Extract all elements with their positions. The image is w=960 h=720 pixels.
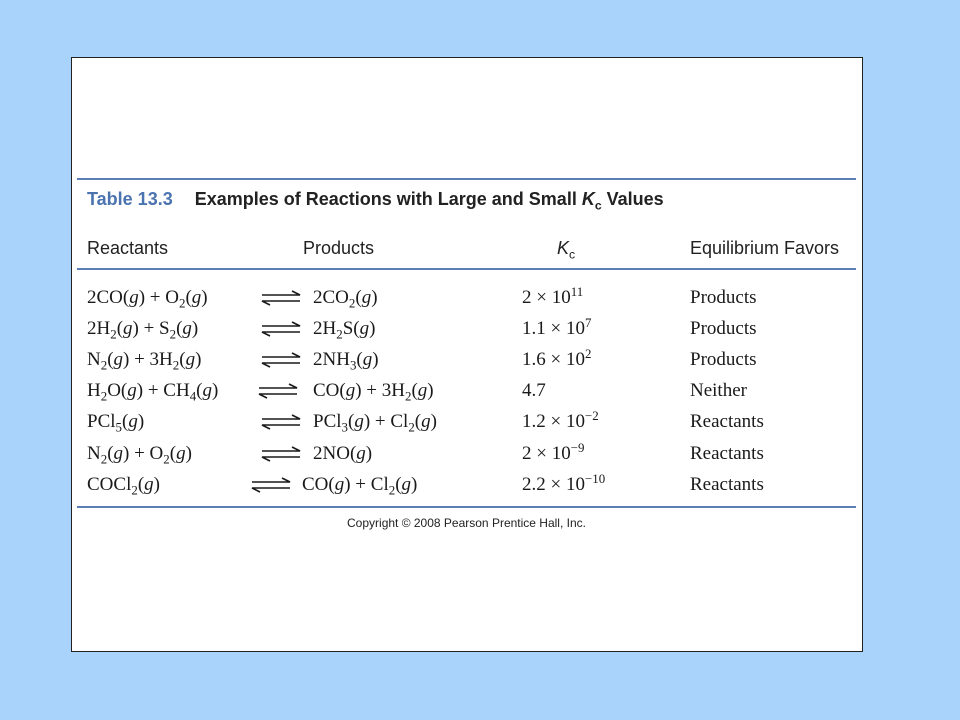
favors-cell: Products xyxy=(690,349,757,370)
kc-cell: $2.2 \times 10^{-10}$ xyxy=(522,470,606,495)
equilibrium-arrows-icon xyxy=(258,414,304,430)
table-title-k-sub: c xyxy=(594,198,602,213)
favors-cell: Reactants xyxy=(690,474,764,495)
favors-cell: Reactants xyxy=(690,411,764,432)
header-k: K xyxy=(557,238,570,258)
reactants-cell: $2CO(g) + O_2(g)$ xyxy=(87,287,208,311)
products-cell: $2CO_2(g)$ xyxy=(313,287,378,311)
table-row xyxy=(0,284,960,312)
favors-cell: Products xyxy=(690,287,757,308)
header-k-sub: c xyxy=(569,247,576,262)
table-row xyxy=(0,471,960,499)
copyright-text: Copyright © 2008 Pearson Prentice Hall, Inc. xyxy=(347,516,586,530)
equilibrium-arrows-icon xyxy=(255,383,301,399)
products-cell: $2NH_3(g)$ xyxy=(313,349,379,373)
table-row xyxy=(0,440,960,468)
bottom-rule xyxy=(77,506,856,508)
table-row xyxy=(0,315,960,343)
kc-cell: 4.7 xyxy=(522,380,546,401)
header-products: Products xyxy=(303,238,375,258)
top-rule xyxy=(77,178,856,180)
equilibrium-arrows-icon xyxy=(258,321,304,337)
products-cell: $PCl_3(g) + Cl_2(g)$ xyxy=(313,411,437,435)
kc-cell: $1.2 \times 10^{-2}$ xyxy=(522,407,599,432)
equilibrium-arrows-icon xyxy=(258,352,304,368)
favors-cell: Reactants xyxy=(690,443,764,464)
equilibrium-arrows-icon xyxy=(248,477,294,493)
kc-cell: $2 \times 10^{-9}$ xyxy=(522,439,585,464)
table-number: Table 13.3 xyxy=(87,189,173,209)
equilibrium-arrows-icon xyxy=(258,446,304,462)
table-row xyxy=(0,346,960,374)
reactants-cell: $N_2(g) + 3H_2(g)$ xyxy=(87,349,202,373)
reactants-cell: PCl$_5$(g) xyxy=(87,411,145,435)
header-favors: Equilibrium Favors xyxy=(690,238,840,258)
products-cell: $CO(g) + Cl_2(g)$ xyxy=(302,474,418,498)
equilibrium-arrows-icon xyxy=(258,290,304,306)
table-row xyxy=(0,377,960,405)
header-reactants: Reactants xyxy=(87,238,169,258)
kc-cell: $1.1 \times 10^7$ xyxy=(522,314,592,339)
favors-cell: Neither xyxy=(690,380,747,401)
products-cell: $2H_2S(g)$ xyxy=(313,318,376,342)
products-cell: $CO(g) + 3H_2(g)$ xyxy=(313,380,434,404)
header-kc xyxy=(557,238,576,262)
reactants-cell: COCl$_2$(g) xyxy=(87,474,160,498)
favors-cell: Products xyxy=(690,318,757,339)
table-title-text: Examples of Reactions with Large and Small xyxy=(194,189,582,209)
reactants-cell: $H_2O(g) + CH_4(g)$ xyxy=(87,380,219,404)
products-cell: 2NO(g) xyxy=(313,443,373,464)
header-rule xyxy=(77,268,856,270)
kc-cell: $1.6 \times 10^2$ xyxy=(522,345,592,370)
reactants-cell: $N_2(g) + O_2(g)$ xyxy=(87,443,192,467)
reactants-cell: $2H_2(g) + S_2(g)$ xyxy=(87,318,199,342)
kc-cell: $2 \times 10^{11}$ xyxy=(522,283,584,308)
table-title-k: K xyxy=(581,189,595,209)
table-title-end: Values xyxy=(601,189,664,209)
table-title xyxy=(87,189,664,213)
table-row xyxy=(0,408,960,436)
